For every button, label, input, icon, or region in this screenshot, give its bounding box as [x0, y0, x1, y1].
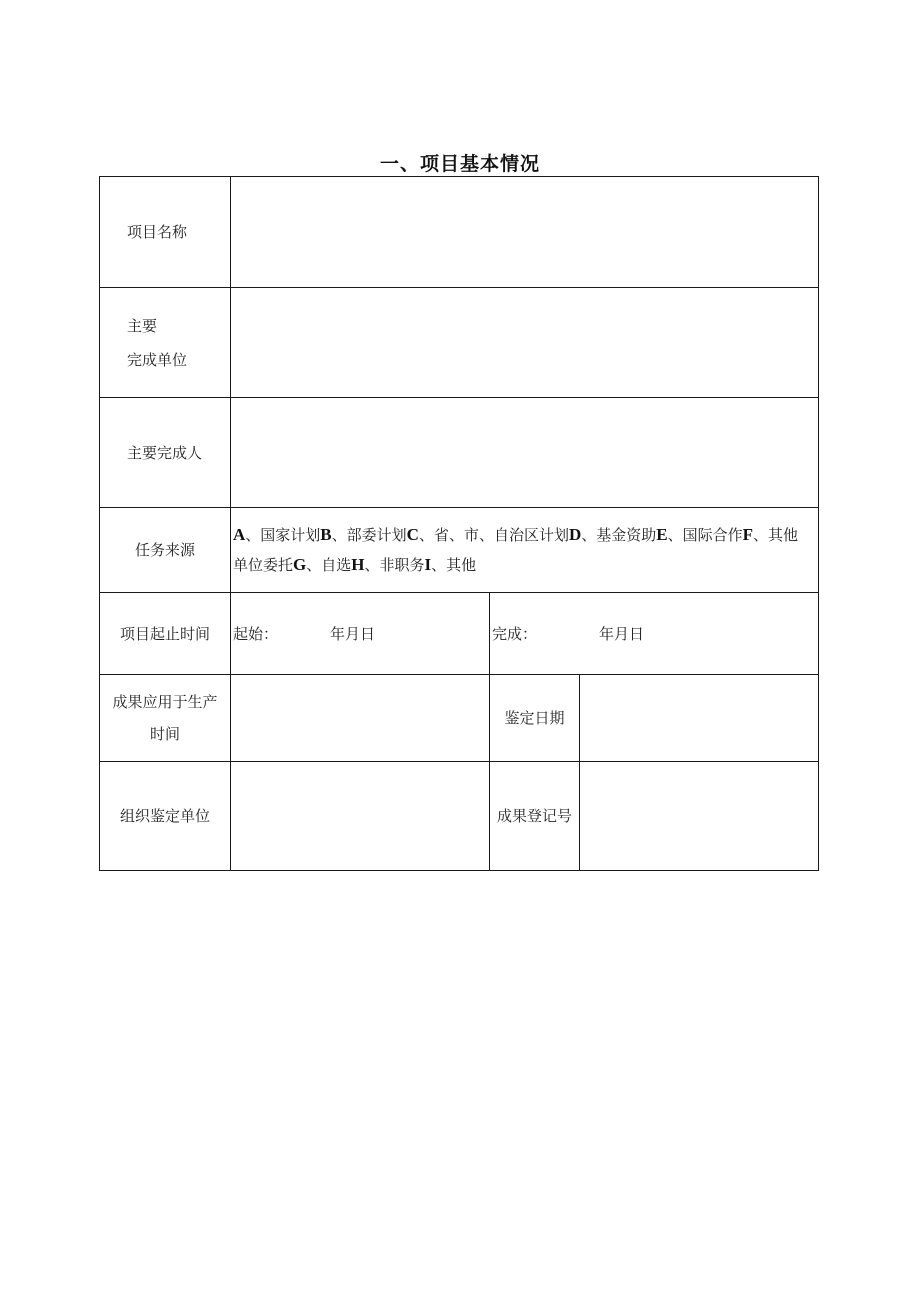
option-d[interactable]: D、基金资助 [568, 525, 657, 544]
option-f[interactable]: F、其他单位委托 [233, 525, 799, 574]
appraisal-org-label: 组织鉴定单位 [100, 762, 231, 871]
option-e[interactable]: E、国际合作 [656, 525, 743, 544]
option-g[interactable]: G、自选 [293, 555, 352, 574]
main-units-label [100, 288, 231, 398]
appraisal-date-label: 鉴定日期 [490, 675, 580, 762]
end-label: 完成： [492, 625, 538, 643]
appraisal-org-field[interactable] [231, 762, 490, 871]
start-date-value: 年月日 [330, 625, 376, 643]
row-main-units [100, 288, 819, 398]
project-name-field[interactable] [231, 177, 819, 288]
option-a[interactable]: A、国家计划 [233, 525, 321, 544]
appraisal-date-field[interactable] [580, 675, 819, 762]
main-units-field[interactable] [231, 288, 819, 398]
project-period-label: 项目起止时间 [100, 593, 231, 675]
main-people-label: 主要完成人 [100, 398, 231, 508]
production-time-field[interactable] [231, 675, 490, 762]
start-date-field[interactable] [231, 593, 490, 675]
task-source-options [231, 508, 819, 593]
project-name-label: 项目名称 [100, 177, 231, 288]
task-source-label: 任务来源 [100, 508, 231, 593]
production-time-label-line2: 时间 [149, 725, 180, 743]
row-production-time [100, 675, 819, 762]
option-c[interactable]: C、省、市、自治区计划 [406, 525, 569, 544]
main-units-label-line1: 主要 [127, 316, 158, 335]
option-i[interactable]: I、其他 [424, 555, 477, 574]
row-main-people [100, 398, 819, 508]
project-info-table [99, 176, 819, 871]
row-project-name [100, 177, 819, 288]
registration-no-label: 成果登记号 [490, 762, 580, 871]
main-people-field[interactable] [231, 398, 819, 508]
page-title: 一、项目基本情况 [379, 153, 540, 175]
row-project-period [100, 593, 819, 675]
production-time-label [100, 675, 231, 762]
row-appraisal-org [100, 762, 819, 871]
option-h[interactable]: H、非职务 [351, 555, 425, 574]
option-b[interactable]: B、部委计划 [320, 525, 407, 544]
end-date-field[interactable] [490, 593, 819, 675]
main-units-label-line2: 完成单位 [127, 350, 188, 369]
production-time-label-line1: 成果应用于生产 [112, 693, 218, 711]
end-date-value: 年月日 [599, 625, 645, 643]
row-task-source [100, 508, 819, 593]
start-label: 起始： [233, 625, 279, 643]
registration-no-field[interactable] [580, 762, 819, 871]
